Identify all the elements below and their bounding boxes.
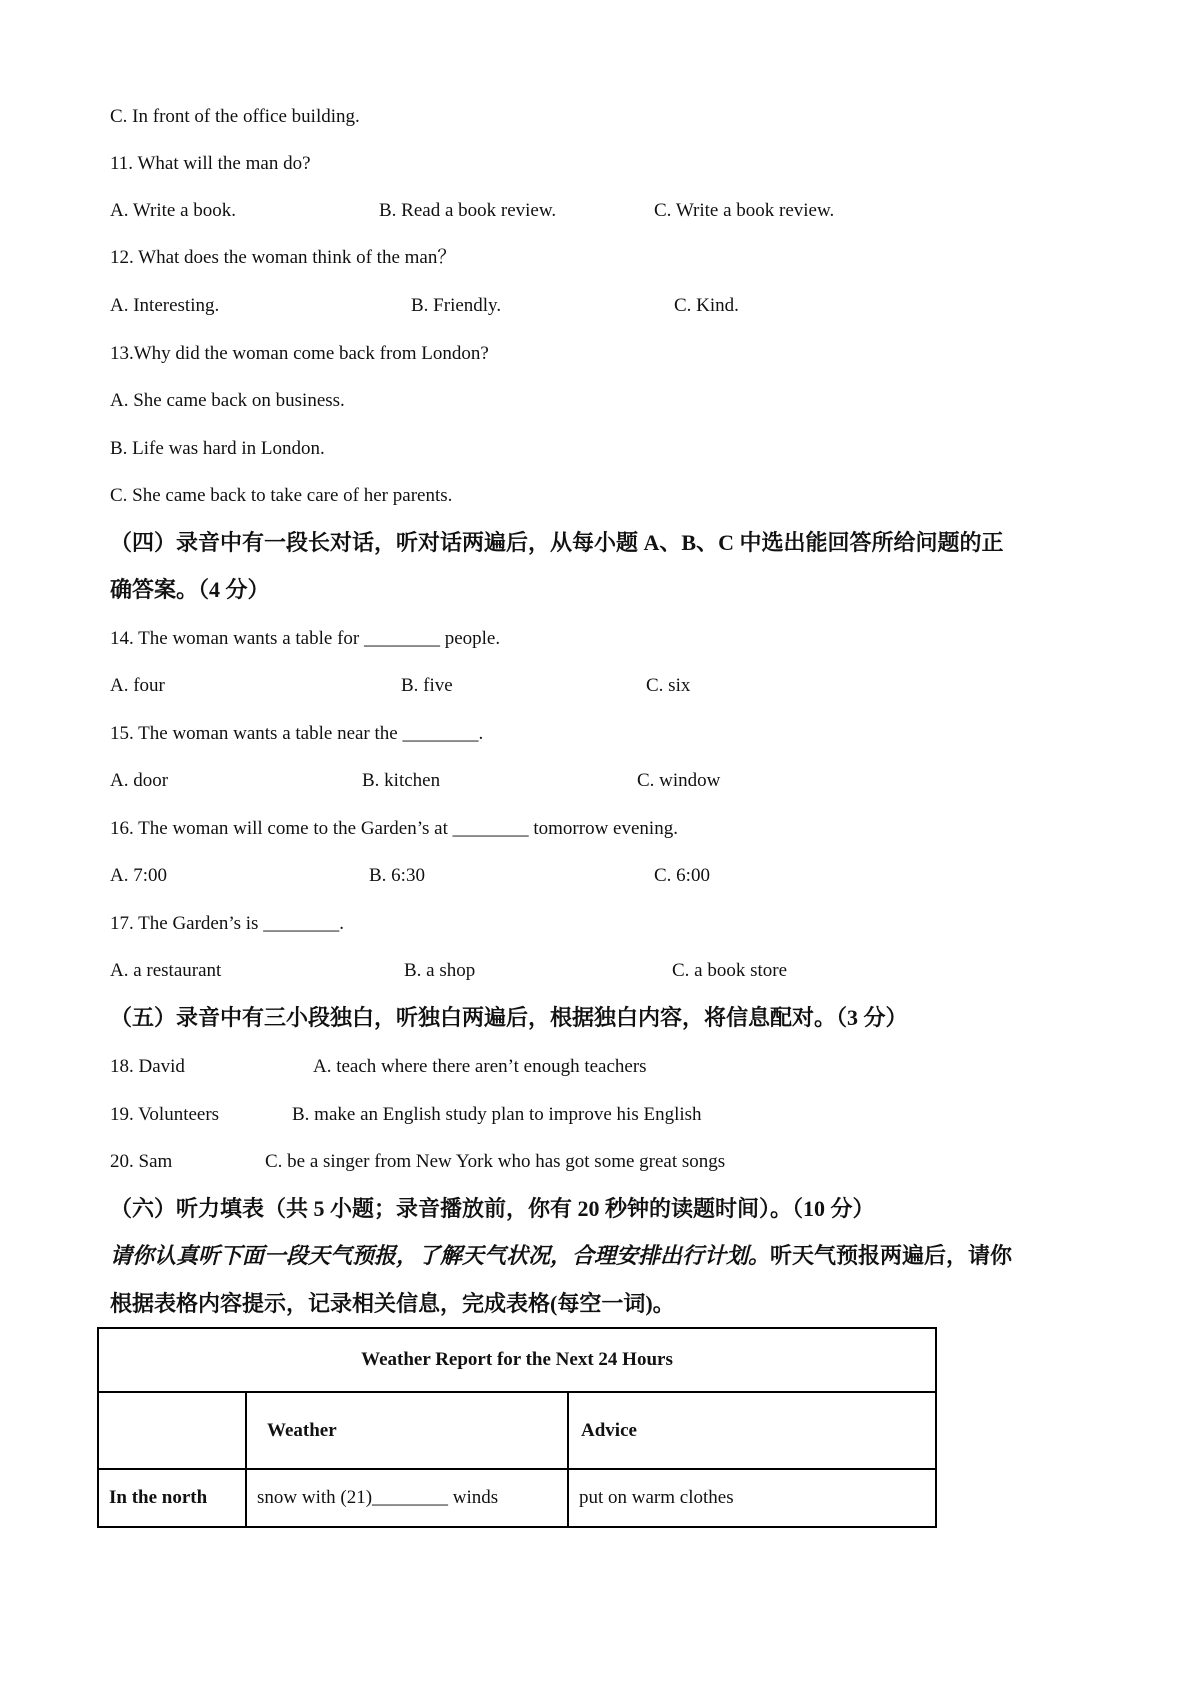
- match-20-name: 20. Sam: [110, 1151, 173, 1172]
- section6-instruction-line2: 根据表格内容提示，记录相关信息，完成表格(每空一词)。: [110, 1291, 675, 1316]
- weather-table-north-weather: snow with (21)________ winds: [246, 1469, 568, 1527]
- q11-text: 11. What will the man do?: [110, 153, 311, 174]
- match-18-desc: A. teach where there aren’t enough teachers: [313, 1056, 647, 1077]
- weather-table-region-north: In the north: [98, 1469, 246, 1527]
- match-18-name: 18. David: [110, 1056, 185, 1077]
- weather-table-header-weather: Weather: [246, 1392, 568, 1469]
- q15-text: 15. The woman wants a table near the ________.: [110, 723, 484, 744]
- section6-heading: （六）听力填表（共 5 小题；录音播放前，你有 20 秒钟的读题时间）。（10 分）: [110, 1196, 875, 1221]
- q16-option-b: B. 6:30: [369, 865, 425, 886]
- section6-instruction-rest: 听天气预报两遍后，请你: [770, 1243, 1013, 1268]
- section6-instruction-italic: 请你认真听下面一段天气预报，了解天气状况，合理安排出行计划。: [110, 1243, 771, 1268]
- q12-option-c: C. Kind.: [674, 295, 739, 316]
- q16-option-c: C. 6:00: [654, 865, 710, 886]
- q14-option-a: A. four: [110, 675, 165, 696]
- q11-option-c: C. Write a book review.: [654, 200, 835, 221]
- match-19-desc: B. make an English study plan to improve his English: [292, 1104, 702, 1125]
- q12-option-b: B. Friendly.: [411, 295, 502, 316]
- q15-option-c: C. window: [637, 770, 721, 791]
- q16-option-a: A. 7:00: [110, 865, 167, 886]
- q14-text: 14. The woman wants a table for ________ people.: [110, 628, 501, 649]
- q16-text: 16. The woman will come to the Garden’s at ________ tomorrow evening.: [110, 818, 678, 839]
- q12-option-a: A. Interesting.: [110, 295, 220, 316]
- q13-option-b: B. Life was hard in London.: [110, 438, 325, 459]
- q17-option-a: A. a restaurant: [110, 960, 222, 981]
- q14-option-c: C. six: [646, 675, 691, 696]
- q13-option-c: C. She came back to take care of her parents.: [110, 485, 453, 506]
- weather-table: [97, 1327, 937, 1528]
- section5-heading: （五）录音中有三小段独白，听独白两遍后，根据独白内容，将信息配对。（3 分）: [110, 1005, 908, 1030]
- match-19-name: 19. Volunteers: [110, 1104, 220, 1125]
- q17-text: 17. The Garden’s is ________.: [110, 913, 344, 934]
- q13-option-a: A. She came back on business.: [110, 390, 345, 411]
- section4-heading-line1: （四）录音中有一段长对话，听对话两遍后，从每小题 A、B、C 中选出能回答所给问题的正: [110, 530, 1004, 555]
- q17-option-c: C. a book store: [672, 960, 788, 981]
- q12-text: 12. What does the woman think of the man？: [110, 247, 457, 268]
- q11-option-b: B. Read a book review.: [379, 200, 557, 221]
- match-20-desc: C. be a singer from New York who has got some great songs: [265, 1151, 726, 1172]
- q10-option-c: C. In front of the office building.: [110, 106, 360, 127]
- section6-instruction-line1: [110, 1241, 1012, 1271]
- q17-option-b: B. a shop: [404, 960, 476, 981]
- weather-table-corner-cell: [98, 1392, 246, 1469]
- weather-table-north-advice: put on warm clothes: [568, 1469, 936, 1527]
- q11-option-a: A. Write a book.: [110, 200, 237, 221]
- weather-table-title: Weather Report for the Next 24 Hours: [98, 1328, 936, 1392]
- q15-option-a: A. door: [110, 770, 169, 791]
- q14-option-b: B. five: [401, 675, 453, 696]
- q13-text: 13.Why did the woman come back from London?: [110, 343, 489, 364]
- q15-option-b: B. kitchen: [362, 770, 441, 791]
- weather-table-header-advice: Advice: [568, 1392, 936, 1469]
- section4-heading-line2: 确答案。（4 分）: [110, 577, 270, 602]
